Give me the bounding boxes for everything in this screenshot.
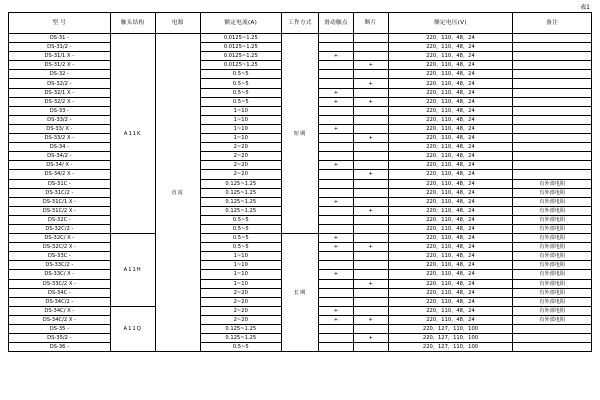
cell-note (513, 115, 592, 124)
cell-model: DS-34/2 - (9, 152, 111, 161)
cell-note (513, 334, 592, 343)
cell-note: 有外部电阻 (513, 215, 592, 224)
cell-voltage: 220，110，48，24 (388, 243, 513, 252)
cell-voltage: 220，110，48，24 (388, 124, 513, 133)
cell-current: 1~10 (200, 134, 281, 143)
cell-model: DS-32C/2 X - (9, 243, 111, 252)
cell-voltage: 220，110，48，24 (388, 61, 513, 70)
cell-mode: 短期 (281, 34, 318, 234)
cell-note (513, 34, 592, 43)
cell-slide-contact (319, 170, 354, 179)
cell-structure: A11Q (110, 306, 155, 351)
cell-break-piece (353, 115, 388, 124)
cell-model: DS-31C/2 - (9, 188, 111, 197)
cell-model: DS-32/2 - (9, 79, 111, 88)
header-power: 电源 (155, 13, 200, 34)
cell-voltage: 220，110，48，24 (388, 79, 513, 88)
cell-structure: A11H (110, 234, 155, 307)
cell-voltage: 220，110，48，24 (388, 279, 513, 288)
cell-slide-contact (319, 115, 354, 124)
cell-current: 2~20 (200, 306, 281, 315)
cell-current: 2~20 (200, 143, 281, 152)
cell-voltage: 220，110，48，24 (388, 106, 513, 115)
cell-break-piece (353, 197, 388, 206)
cell-break-piece (353, 161, 388, 170)
cell-slide-contact (319, 279, 354, 288)
cell-slide-contact (319, 179, 354, 188)
cell-current: 0.125~1.25 (200, 206, 281, 215)
cell-current: 2~20 (200, 152, 281, 161)
cell-voltage: 220，110，48，24 (388, 170, 513, 179)
cell-slide-contact (319, 152, 354, 161)
cell-note (513, 170, 592, 179)
cell-break-piece (353, 252, 388, 261)
cell-note: 有外部电阻 (513, 243, 592, 252)
cell-voltage: 220，127，110，100 (388, 334, 513, 343)
cell-break-piece: + (353, 170, 388, 179)
header-current: 额定电流(A) (200, 13, 281, 34)
cell-slide-contact (319, 206, 354, 215)
cell-voltage: 220，110，48，24 (388, 115, 513, 124)
cell-note (513, 161, 592, 170)
cell-note: 有外部电阻 (513, 288, 592, 297)
cell-model: DS-31/2 - (9, 43, 111, 52)
cell-note: 有外部电阻 (513, 188, 592, 197)
header-note: 备注 (513, 13, 592, 34)
cell-note (513, 88, 592, 97)
cell-break-piece (353, 143, 388, 152)
cell-model: DS-36 - (9, 343, 111, 352)
cell-note (513, 79, 592, 88)
cell-current: 0.5~5 (200, 88, 281, 97)
cell-note: 有外部电阻 (513, 279, 592, 288)
cell-mode: 长期 (281, 234, 318, 352)
cell-current: 0.5~5 (200, 79, 281, 88)
cell-note (513, 97, 592, 106)
cell-note: 有外部电阻 (513, 197, 592, 206)
cell-model: DS-31C/1 X - (9, 197, 111, 206)
cell-slide-contact (319, 134, 354, 143)
table-body (9, 34, 592, 352)
cell-model: DS-34/2 X - (9, 170, 111, 179)
cell-note: 有外部电阻 (513, 297, 592, 306)
cell-note (513, 143, 592, 152)
cell-current: 0.125~1.25 (200, 197, 281, 206)
header-mode: 工作方式 (281, 13, 318, 34)
cell-current: 0.0125~1.25 (200, 34, 281, 43)
cell-voltage: 220，110，48，24 (388, 252, 513, 261)
cell-slide-contact (319, 288, 354, 297)
header-row (9, 13, 592, 34)
cell-voltage: 220，110，48，24 (388, 70, 513, 79)
cell-voltage: 220，110，48，24 (388, 34, 513, 43)
cell-slide-contact (319, 43, 354, 52)
cell-power: 直流 (155, 34, 200, 352)
cell-break-piece (353, 88, 388, 97)
cell-current: 1~10 (200, 252, 281, 261)
cell-slide-contact (319, 261, 354, 270)
cell-slide-contact (319, 106, 354, 115)
cell-model: DS-33/ X - (9, 124, 111, 133)
cell-note: 有外部电阻 (513, 261, 592, 270)
cell-model: DS-31/1 X - (9, 52, 111, 61)
cell-note: 有外部电阻 (513, 306, 592, 315)
cell-slide-contact (319, 61, 354, 70)
cell-break-piece: + (353, 243, 388, 252)
cell-slide-contact: + (319, 234, 354, 243)
cell-model: DS-32C/2 - (9, 224, 111, 233)
cell-current: 0.5~5 (200, 243, 281, 252)
cell-model: DS-32C - (9, 215, 111, 224)
cell-break-piece (353, 152, 388, 161)
cell-break-piece (353, 306, 388, 315)
cell-current: 2~20 (200, 161, 281, 170)
cell-voltage: 220，110，48，24 (388, 161, 513, 170)
cell-slide-contact: + (319, 197, 354, 206)
cell-current: 0.0125~1.25 (200, 52, 281, 61)
cell-current: 0.5~5 (200, 215, 281, 224)
cell-slide-contact: + (319, 270, 354, 279)
cell-voltage: 220，110，48，24 (388, 43, 513, 52)
cell-current: 1~10 (200, 270, 281, 279)
cell-voltage: 220，127，110，100 (388, 325, 513, 334)
cell-slide-contact: + (319, 52, 354, 61)
cell-break-piece: + (353, 134, 388, 143)
cell-break-piece (353, 34, 388, 43)
cell-slide-contact (319, 343, 354, 352)
header-voltage: 额定电压(V) (388, 13, 513, 34)
cell-model: DS-31 - (9, 34, 111, 43)
cell-break-piece (353, 70, 388, 79)
cell-note (513, 343, 592, 352)
cell-voltage: 220，110，48，24 (388, 143, 513, 152)
cell-break-piece (353, 106, 388, 115)
header-slide: 滑动触点 (319, 13, 354, 34)
cell-slide-contact: + (319, 315, 354, 324)
cell-model: DS-34C - (9, 288, 111, 297)
table-row (9, 34, 592, 43)
cell-slide-contact: + (319, 306, 354, 315)
cell-voltage: 220，110，48，24 (388, 234, 513, 243)
cell-slide-contact (319, 252, 354, 261)
cell-slide-contact (319, 70, 354, 79)
cell-slide-contact (319, 224, 354, 233)
cell-note (513, 325, 592, 334)
cell-model: DS-33C - (9, 252, 111, 261)
cell-current: 2~20 (200, 288, 281, 297)
cell-slide-contact (319, 188, 354, 197)
cell-voltage: 220，110，48，24 (388, 52, 513, 61)
cell-model: DS-31C - (9, 179, 111, 188)
cell-note: 有外部电阻 (513, 270, 592, 279)
cell-break-piece (353, 188, 388, 197)
cell-current: 0.0125~1.25 (200, 61, 281, 70)
cell-model: DS-31/2 X - (9, 61, 111, 70)
cell-note: 有外部电阻 (513, 252, 592, 261)
cell-note (513, 43, 592, 52)
table-header (9, 13, 592, 34)
cell-slide-contact (319, 297, 354, 306)
cell-break-piece: + (353, 79, 388, 88)
cell-voltage: 220，110，48，24 (388, 224, 513, 233)
cell-voltage: 220，110，48，24 (388, 261, 513, 270)
cell-break-piece (353, 343, 388, 352)
cell-model: DS-33C/ X - (9, 270, 111, 279)
cell-note (513, 152, 592, 161)
sheet-label: 表1 (580, 4, 590, 11)
cell-slide-contact (319, 334, 354, 343)
cell-note (513, 61, 592, 70)
cell-current: 1~10 (200, 106, 281, 115)
cell-note (513, 106, 592, 115)
cell-slide-contact (319, 34, 354, 43)
cell-model: DS-32 - (9, 70, 111, 79)
cell-slide-contact: + (319, 243, 354, 252)
cell-current: 2~20 (200, 297, 281, 306)
cell-model: DS-35 - (9, 325, 111, 334)
cell-slide-contact: + (319, 161, 354, 170)
cell-break-piece (353, 215, 388, 224)
cell-current: 0.5~5 (200, 343, 281, 352)
cell-current: 2~20 (200, 170, 281, 179)
cell-voltage: 220，110，48，24 (388, 288, 513, 297)
cell-current: 1~10 (200, 279, 281, 288)
cell-voltage: 220，110，48，24 (388, 179, 513, 188)
cell-model: DS-34 - (9, 143, 111, 152)
cell-break-piece (353, 52, 388, 61)
cell-current: 0.0125~1.25 (200, 43, 281, 52)
cell-voltage: 220，110，48，24 (388, 152, 513, 161)
cell-break-piece: + (353, 334, 388, 343)
cell-note (513, 124, 592, 133)
specification-table (8, 12, 592, 352)
cell-model: DS-33 - (9, 106, 111, 115)
cell-note: 有外部电阻 (513, 315, 592, 324)
cell-current: 0.125~1.25 (200, 325, 281, 334)
cell-break-piece: + (353, 206, 388, 215)
cell-current: 0.125~1.25 (200, 179, 281, 188)
cell-current: 2~20 (200, 315, 281, 324)
cell-break-piece: + (353, 97, 388, 106)
cell-model: DS-33/2 X - (9, 134, 111, 143)
cell-model: DS-32/1 X - (9, 88, 111, 97)
cell-model: DS-34/ X - (9, 161, 111, 170)
cell-structure: A11K (110, 34, 155, 234)
cell-model: DS-31C/2 X - (9, 206, 111, 215)
cell-model: DS-33C/2 X - (9, 279, 111, 288)
cell-model: DS-34C/2 X - (9, 315, 111, 324)
cell-voltage: 220，110，48，24 (388, 188, 513, 197)
cell-break-piece: + (353, 61, 388, 70)
cell-voltage: 220，110，48，24 (388, 88, 513, 97)
cell-note (513, 134, 592, 143)
cell-current: 0.125~1.25 (200, 188, 281, 197)
cell-break-piece (353, 179, 388, 188)
cell-break-piece (353, 234, 388, 243)
cell-voltage: 220，127，110，100 (388, 343, 513, 352)
header-break: 断片 (353, 13, 388, 34)
cell-model: DS-35/2 - (9, 334, 111, 343)
cell-break-piece (353, 224, 388, 233)
cell-voltage: 220，110，48，24 (388, 206, 513, 215)
cell-note: 有外部电阻 (513, 179, 592, 188)
cell-model: DS-32/2 X - (9, 97, 111, 106)
cell-note: 有外部电阻 (513, 234, 592, 243)
cell-current: 1~10 (200, 261, 281, 270)
cell-model: DS-34C/ X - (9, 306, 111, 315)
cell-slide-contact (319, 215, 354, 224)
cell-voltage: 220，110，48，24 (388, 134, 513, 143)
cell-slide-contact (319, 143, 354, 152)
cell-voltage: 220，110，48，24 (388, 197, 513, 206)
cell-break-piece (353, 261, 388, 270)
table-row (9, 234, 592, 243)
cell-voltage: 220，110，48，24 (388, 97, 513, 106)
cell-current: 1~10 (200, 124, 281, 133)
cell-break-piece: + (353, 279, 388, 288)
header-structure: 触头结构 (110, 13, 155, 34)
cell-current: 1~10 (200, 115, 281, 124)
cell-slide-contact (319, 325, 354, 334)
cell-voltage: 220，110，48，24 (388, 306, 513, 315)
cell-model: DS-34C/2 - (9, 297, 111, 306)
cell-current: 0.125~1.25 (200, 334, 281, 343)
cell-model: DS-32C/ X - (9, 234, 111, 243)
cell-slide-contact: + (319, 124, 354, 133)
cell-current: 0.5~5 (200, 70, 281, 79)
cell-voltage: 220，110，48，24 (388, 297, 513, 306)
cell-break-piece (353, 124, 388, 133)
cell-break-piece (353, 43, 388, 52)
cell-model: DS-33C/2 - (9, 261, 111, 270)
cell-slide-contact: + (319, 97, 354, 106)
cell-voltage: 220，110，48，24 (388, 215, 513, 224)
cell-current: 0.5~5 (200, 97, 281, 106)
cell-current: 0.5~5 (200, 234, 281, 243)
cell-current: 0.5~5 (200, 224, 281, 233)
cell-note (513, 52, 592, 61)
cell-break-piece (353, 297, 388, 306)
cell-note (513, 70, 592, 79)
cell-note: 有外部电阻 (513, 224, 592, 233)
header-model: 型 号 (9, 13, 111, 34)
cell-voltage: 220，110，48，24 (388, 270, 513, 279)
cell-voltage: 220，110，48，24 (388, 315, 513, 324)
cell-break-piece: + (353, 315, 388, 324)
cell-model: DS-33/2 - (9, 115, 111, 124)
cell-note: 有外部电阻 (513, 206, 592, 215)
cell-break-piece (353, 270, 388, 279)
cell-break-piece (353, 288, 388, 297)
cell-slide-contact (319, 79, 354, 88)
cell-break-piece (353, 325, 388, 334)
cell-slide-contact: + (319, 88, 354, 97)
